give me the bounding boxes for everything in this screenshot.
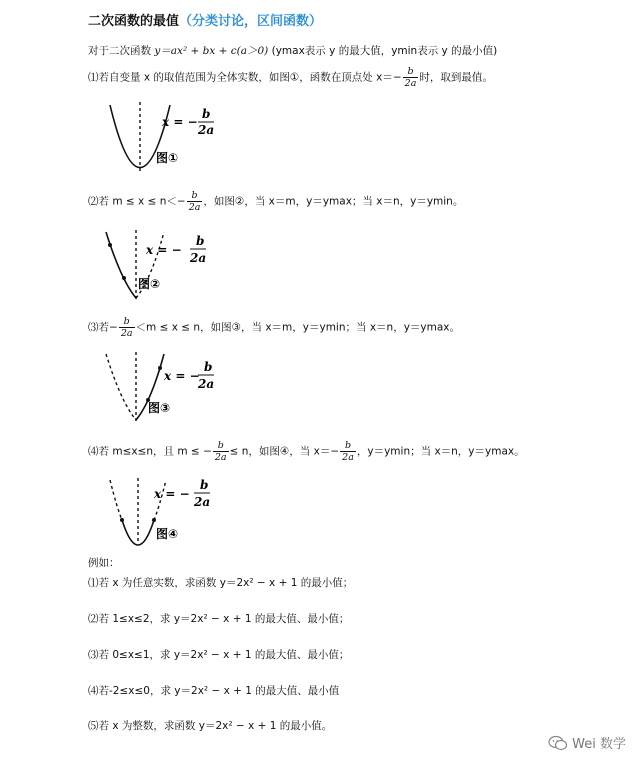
endpoint-m	[120, 518, 124, 522]
axis-label-den: 2a	[190, 251, 207, 265]
case-text: ，y＝ymin；当 x＝n，y＝ymax。	[356, 445, 525, 458]
case-text: ＜m ≤ x ≤ n，如图③，当 x＝m，y＝ymin；当 x＝n，y＝ymax。	[135, 321, 461, 334]
figure-label: 图④	[156, 527, 179, 541]
case-1-text	[88, 66, 493, 89]
figure-1-graph	[100, 100, 240, 180]
fraction: $\frac{b}{2a}$	[342, 440, 354, 463]
example-item: ⑶若 0≤x≤1，求 y＝2x² − x + 1 的最大值、最小值；	[88, 649, 350, 661]
endpoint-n	[158, 366, 162, 370]
case-2-text	[88, 190, 463, 213]
intro-prefix: 对于二次函数	[88, 45, 151, 57]
fraction: $\frac{b}{2a}$	[214, 440, 227, 463]
page-title	[88, 10, 322, 29]
figure-label: 图①	[156, 151, 179, 165]
figure-label: 图②	[138, 277, 161, 291]
figure-2-graph	[98, 228, 238, 308]
watermark-text: Wei 数学	[572, 737, 626, 752]
figure-label: 图③	[148, 401, 171, 415]
axis-label: x = −	[154, 487, 190, 501]
parabola-dashed-part	[106, 354, 136, 420]
axis-label-num: b	[200, 478, 209, 492]
endpoint-n	[152, 518, 156, 522]
endpoint-n	[122, 276, 126, 280]
axis-label: x = −	[164, 369, 200, 383]
axis-label-num: b	[202, 107, 211, 121]
watermark	[548, 733, 626, 752]
title-subtitle: （分类讨论，区间函数）	[179, 14, 323, 29]
example-item: ⑷若-2≤x≤0，求 y＝2x² − x + 1 的最大值、最小值	[88, 685, 340, 697]
example-item: ⑸若 x 为整数，求函数 y＝2x² − x + 1 的最小值。	[88, 720, 333, 732]
axis-label-num: b	[196, 234, 205, 248]
parabola-solid-part	[106, 232, 136, 298]
case-text: 若自变量 x 的取值范围为全体实数，如图①，函数在顶点处 x＝−	[98, 71, 402, 84]
case-marker: ⑷	[88, 445, 99, 458]
intro-line	[88, 44, 497, 58]
endpoint-m	[108, 243, 112, 247]
case-text: 若 m≤x≤n，且 m ≤ −	[98, 445, 212, 458]
case-text: ≤ n，如图④，当 x＝−	[229, 445, 340, 458]
axis-label: x = −	[162, 115, 198, 129]
figure-3-graph	[98, 350, 238, 430]
axis-label-den: 2a	[198, 123, 215, 137]
examples-heading: 例如：	[88, 557, 120, 569]
case-marker: ⑵	[88, 195, 99, 208]
case-text: 时，取到最值。	[419, 71, 493, 84]
wechat-icon	[548, 735, 568, 751]
case-marker: ⑴	[88, 71, 99, 84]
parabola-dashed-left	[110, 480, 122, 520]
axis-label-den: 2a	[198, 377, 215, 391]
axis-label-den: 2a	[194, 495, 211, 509]
intro-equation: y＝ax² + bx + c(a＞0)	[154, 45, 269, 57]
case-text: ，如图②，当 x＝m，y＝ymax；当 x＝n，y＝ymin。	[203, 195, 464, 208]
case-text: 若−	[98, 321, 118, 334]
fraction: $\frac{b}{2a}$	[404, 66, 417, 89]
axis-label-num: b	[204, 360, 213, 374]
example-item: ⑵若 1≤x≤2，求 y＝2x² − x + 1 的最大值、最小值；	[88, 613, 350, 625]
title-main: 二次函数的最值	[88, 14, 180, 29]
fraction: $\frac{b}{2a}$	[188, 190, 201, 213]
case-4-text	[88, 440, 525, 463]
case-3-text	[88, 316, 460, 339]
figure-4-graph	[104, 476, 244, 556]
example-item: ⑴若 x 为任意实数，求函数 y＝2x² − x + 1 的最小值；	[88, 577, 354, 589]
case-marker: ⑶	[88, 321, 99, 334]
fraction: $\frac{b}{2a}$	[120, 316, 133, 339]
axis-label: x = −	[146, 243, 182, 257]
intro-note: (ymax表示 y 的最大值，ymin表示 y 的最小值)	[271, 45, 498, 57]
case-text: 若 m ≤ x ≤ n＜−	[98, 195, 186, 208]
